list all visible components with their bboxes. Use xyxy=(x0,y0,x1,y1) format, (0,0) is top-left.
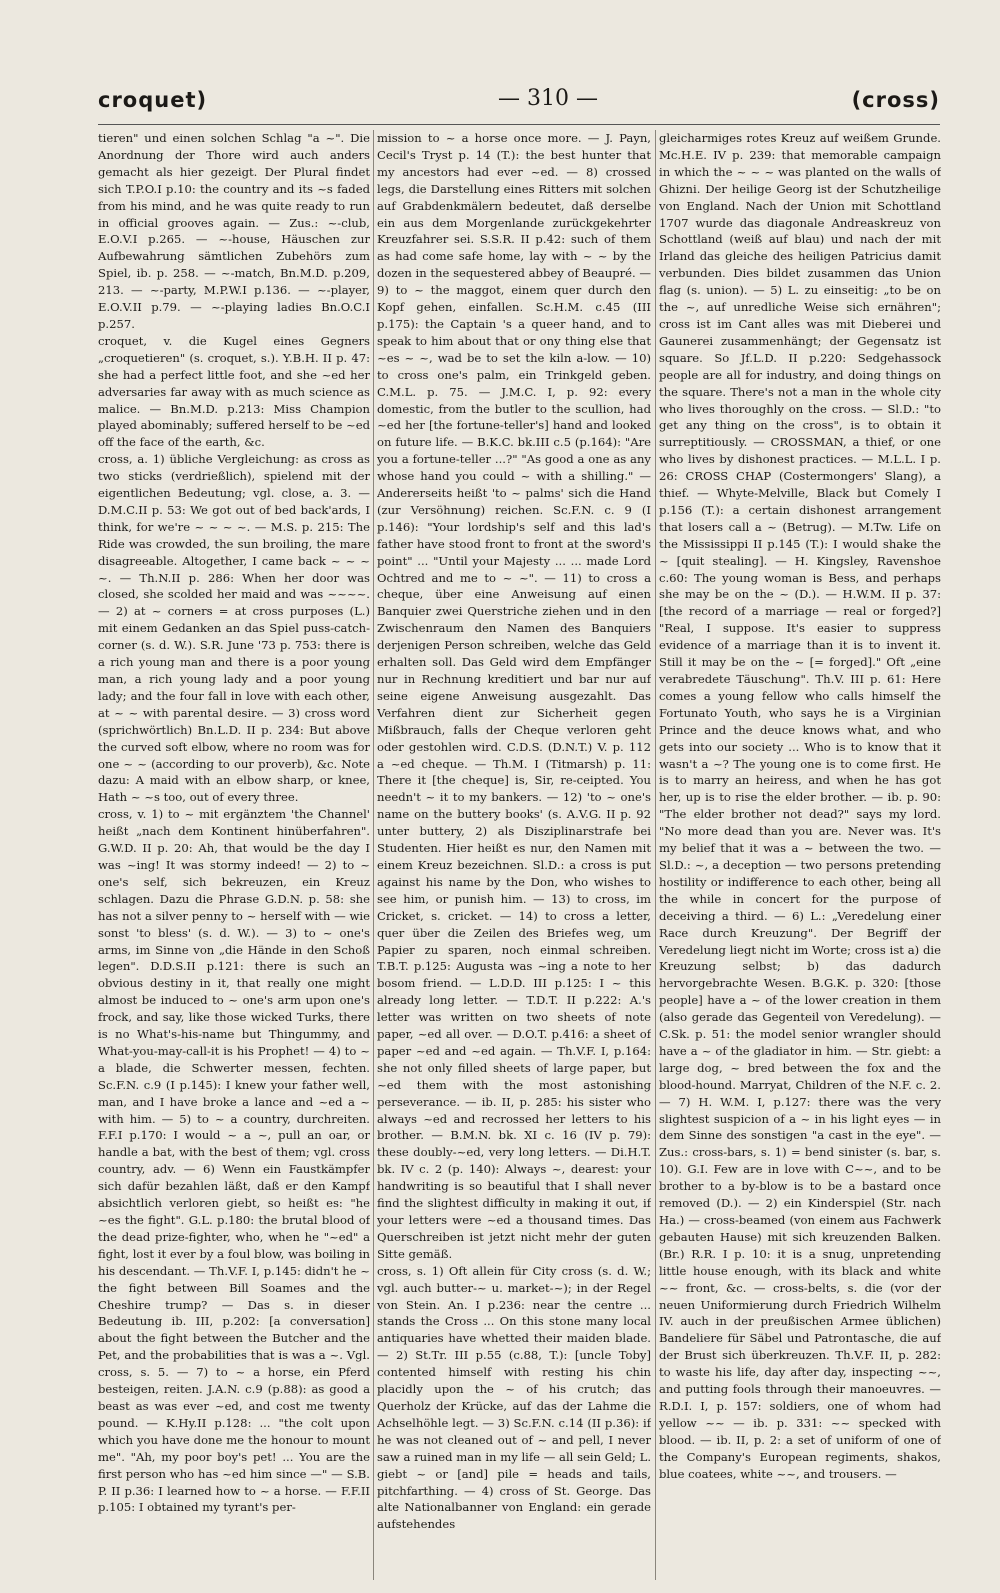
entry-paragraph: tieren" und einen solchen Schlag "a ~". Die Anordnung der Thore wird auch anders gemacht als hier gezeigt. Der Plural findet sich T.P.O.I p.10: the country and its ~s faded from his mind, and he was quite ready to run in official grooves again. — Zus.: ~-club, E.O.V.I p.265. — ~-house, Häuschen zur Aufbewahrung sämtlichen Zubehörs zum Spiel, ib. p. 258. — ~-match, Bn.M.D. p.209, 213. — ~-party, M.P.W.I p.136. — ~-player, E.O.V.II p.79. — ~-playing ladies Bn.O.C.I p.257. xyxy=(98,131,370,331)
running-head-left: croquet) xyxy=(98,88,208,112)
entry-paragraph: croquet, v. die Kugel eines Gegners „croquetieren" (s. croquet, s.). Y.B.H. II p. 47: she had a perfect little foot, and she ~ed her adversaries far away with as much science as malice. — Bn.M.D. p.213: Miss Champion played abominably; suffered herself to be ~ed off the face of the earth, &c. xyxy=(98,333,370,450)
entry-paragraph: cross, s. 1) Oft allein für City cross (s. d. W.; vgl. auch butter-~ u. market-~); in der Regel von Stein. An. I p.236: near the centre ... stands the Cross ... On this stone many local antiquaries have whetted their maiden blade. — 2) St.Tr. III p.55 (c.88, T.): [uncle Toby] contented himself with resting his chin placidly upon the ~ of his crutch; das Querholz der Krücke, auf das der Lahme die Achselhöhle legt. — 3) Sc.F.N. c.14 (II p.36): if he was not cleaned out of ~ and pell, I never saw a ruined man in my life — all sein Geld; L. giebt ~ or [and] pile = heads and tails, pitchfarthing. — 4) cross of St. George. Das alte Nationalbanner von England: ein gerade aufstehendes xyxy=(377,1263,651,1532)
entry-paragraph: cross, a. 1) übliche Vergleichung: as cross as two sticks (verdrießlich), spielend mit der eigentlichen Bedeutung; vgl. close, a. 3. — D.M.C.II p. 53: We got out of bed back'ards, I think, for we're ~ ~ ~ ~. — M.S. p. 215: The Ride was crowded, the sun broiling, the mare disagreeable. Altogether, I came back ~ ~ ~ ~. — Th.N.II p. 286: When her door was closed, she scolded her maid and was ~~~~. — 2) at ~ corners = at cross purposes (L.) mit einem Gedanken an das Spiel puss-catch-corner (s. d. W.). S.R. June '73 p. 753: there is a rich young man and there is a poor young man, a rich young lady and a poor young lady; and the four fall in love with each other, at ~ ~ with parental desire. — 3) cross word (sprichwörtlich) Bn.L.D. II p. 234: But above the curved soft elbow, where no room was for one ~ ~ (according to our proverb), &c. Note dazu: A maid with an elbow sharp, or knee, Hath ~ ~s too, out of every three. xyxy=(98,452,370,805)
running-head-right: (cross) xyxy=(851,88,940,112)
header-rule xyxy=(98,124,940,125)
column-2 xyxy=(377,130,651,1580)
column-divider xyxy=(373,130,374,1580)
page-number: — 310 — xyxy=(498,86,598,111)
column-3 xyxy=(659,130,941,1580)
entry-paragraph: mission to ~ a horse once more. — J. Payn, Cecil's Tryst p. 14 (T.): the best hunter that my ancestors had ever ~ed. — 8) crossed legs, die Darstellung eines Ritters mit solchen auf Grabdenkmälern bedeutet, daß derselbe ein aus dem Morgenlande zurückgekehrter Kreuzfahrer sei. S.S.R. II p.42: such of them as had come safe home, lay with ~ ~ by the dozen in the sequestered abbey of Beaupré. — 9) to ~ the maggot, einem quer durch den Kopf gehen, einfallen. Sc.H.M. c.45 (III p.175): the Captain 's a queer hand, and to speak to him about that or ony thing else that ~es ~ ~, wad be to set the kiln a-low. — 10) to cross one's palm, ein Trinkgeld geben. C.M.L. p. 75. — J.M.C. I, p. 92: every domestic, from the butler to the scullion, had ~ed her [the fortune-teller's] hand and looked on future life. — B.K.C. bk.III c.5 (p.164): "Are you a fortune-teller ...?" "As good a one as any whose hand you could ~ with a shilling." — Andererseits heißt 'to ~ palms' sich die Hand (zur Versöhnung) reichen. Sc.F.N. c. 9 (I p.146): "Your lordship's self and this lad's father have stood front to front at the sword's point" ... "Until your Majesty ... ... made Lord Ochtred and me to ~ ~". — 11) to cross a cheque, über eine Anweisung auf einen Banquier zwei Querstriche ziehen und in den Zwischenraum den Namen des Banquiers derjenigen Person schreiben, welche das Geld erhalten soll. Das Geld wird dem Empfänger nur in Rechnung kreditiert und bar nur auf seine eigene Anweisung ausgezahlt. Das Verfahren dient zur Sicherheit gegen Mißbrauch, falls der Cheque verloren geht oder gestohlen wird. C.D.S. (D.N.T.) V. p. 112 a ~ed cheque. — Th.M. I (Titmarsh) p. 11: There it [the cheque] is, Sir, re-ceipted. You needn't ~ it to my bankers. — 12) 'to ~ one's name on the buttery books' (s. A.V.G. II p. 92 unter buttery, 2) als Disziplinarstrafe bei Studenten. Hier heißt es nur, den Namen mit einem Kreuz bezeichnen. Sl.D.: a cross is put against his name by the Don, who wishes to see him, or punish him. — 13) to cross, im Cricket, s. cricket. — 14) to cross a letter, quer über die Zeilen des Briefes weg, um Papier zu sparen, noch einmal schreiben. T.B.T. p.125: Augusta was ~ing a note to her bosom friend. — L.D.D. III p.125: I ~ this already long letter. — T.D.T. II p.222: A.'s letter was written on two sheets of note paper, ~ed all over. — D.O.T. p.416: a sheet of paper ~ed and ~ed again. — Th.V.F. I, p.164: she not only filled sheets of large paper, but ~ed them with the most astonishing perseverance. — ib. II, p. 285: his sister who always ~ed and recrossed her letters to his brother. — B.M.N. bk. XI c. 16 (IV p. 79): these doubly-~ed, very long letters. — Di.H.T. bk. IV c. 2 (p. 140): Always ~, dearest: your handwriting is so beautiful that I shall never find the slightest difficulty in making it out, if your letters were ~ed a thousand times. Das Querschreiben ist jetzt nicht mehr der guten Sitte gemäß. xyxy=(377,131,651,1261)
entry-paragraph: cross, v. 1) to ~ mit ergänztem 'the Channel' heißt „nach dem Kontinent hinüberfahren". G.W.D. II p. 20: Ah, that would be the day I was ~ing! It was stormy indeed! — 2) to ~ one's self, sich bekreuzen, ein Kreuz schlagen. Dazu die Phrase G.D.N. p. 58: she has not a silver penny to ~ herself with — wie sonst 'to bless' (s. d. W.). — 3) to ~ one's arms, im Sinne von „die Hände in den Schoß legen". D.D.S.II p.121: there is such an obvious destiny in it, that really one might almost be induced to ~ one's arm upon one's frock, and say, like those wicked Turks, there is no What's-his-name but Thingummy, and What-you-may-call-it is his Prophet! — 4) to ~ a blade, die Schwerter messen, fechten. Sc.F.N. c.9 (I p.145): I knew your father well, man, and I have broke a lance and ~ed a ~ with him. — 5) to ~ a country, durchreiten. F.F.I p.170: I would ~ a ~, pull an oar, or handle a bat, with the best of them; vgl. cross country, adv. — 6) Wenn ein Faustkämpfer sich dafür bezahlen läßt, daß er den Kampf absichtlich verloren giebt, so heißt es: "he ~es the fight". G.L. p.180: the brutal blood of the dead prize-fighter, who, when he "~ed" a fight, lost it ever by a foul blow, was boiling in his descendant. — Th.V.F. I, p.145: didn't he ~ the fight between Bill Soames and the Cheshire trump? — Das s. in dieser Bedeutung ib. III, p.202: [a conversation] about the fight between the Butcher and the Pet, and the probabilities that is was a ~. Vgl. cross, s. 5. — 7) to ~ a horse, ein Pferd besteigen, reiten. J.A.N. c.9 (p.88): as good a beast as was ever ~ed, and cost me twenty pound. — K.Hy.II p.128: ... "the colt upon which you have done me the honour to mount me". "Ah, my poor boy's pet! ... You are the first person who has ~ed him since —" — S.B. P. II p.36: I learned how to ~ a horse. — F.F.II p.105: I obtained my tyrant's per- xyxy=(98,807,370,1515)
page-header xyxy=(98,88,940,118)
entry-paragraph: gleicharmiges rotes Kreuz auf weißem Grunde. Mc.H.E. IV p. 239: that memorable campaign in which the ~ ~ ~ was planted on the walls of Ghizni. Der heilige Georg ist der Schutzheilige von England. Nach der Union mit Schottland 1707 wurde das diagonale Andreaskreuz von Schottland (weiß auf blau) und nach der mit Irland das gleiche des heiligen Patricius damit verbunden. Dies bildet zusammen das Union flag (s. union). — 5) L. zu einseitig: „to be on the ~, auf unredliche Weise sich ernähren"; cross ist im Cant alles was mit Dieberei und Gaunerei zusammenhängt; der Gegensatz ist square. So Jf.L.D. II p.220: Sedgehassock people are all for industry, and doing things on the square. There's not a man in the whole city who lives thoroughly on the cross. — Sl.D.: "to get any thing on the cross", is to obtain it surreptitiously. — CROSSMAN, a thief, or one who lives by dishonest practices. — M.L.L. I p. 26: CROSS CHAP (Costermongers' Slang), a thief. — Whyte-Melville, Black but Comely I p.156 (T.): a certain dishonest arrangement that losers call a ~ (Betrug). — M.Tw. Life on the Mississippi II p.145 (T.): I would shake the ~ [quit stealing]. — H. Kingsley, Ravenshoe c.60: The young woman is Bess, and perhaps she may be on the ~ (D.). — H.W.M. II p. 37: [the record of a marriage — real or forged?] "Real, I suppose. It's easier to suppress evidence of a marriage than it is to invent it. Still it may be on the ~ [= forged]." Oft „eine verabredete Täuschung". Th.V. III p. 61: Here comes a young fellow who calls himself the Fortunato Youth, who says he is a Virginian Prince and the deuce knows what, and who gets into our society ... Who is to know that it wasn't a ~? The young one is to come first. He is to marry an heiress, and when he has got her, up is to rise the elder brother. — ib. p. 90: "The elder brother not dead?" says my lord. "No more dead than you are. Never was. It's my belief that it was a ~ between the two. — Sl.D.: ~, a deception — two persons pretending hostility or indifference to each other, being all the while in concert for the purpose of deceiving a third. — 6) L.: „Veredelung einer Race durch Kreuzung". Der Begriff der Veredelung liegt nicht im Worte; cross ist a) die Kreuzung selbst; b) das dadurch hervorgebrachte Wesen. B.G.K. p. 320: [those people] have a ~ of the lower creation in them (also gerade das Gegenteil von Veredelung). — C.Sk. p. 51: the model senior wrangler should have a ~ of the gladiator in him. — Str. giebt: a large dog, ~ bred between the fox and the blood-hound. Marryat, Children of the N.F. c. 2. — 7) H. W.M. I, p.127: there was the very slightest suspicion of a ~ in his light eyes — in dem Sinne des sonstigen "a cast in the eye". — Zus.: cross-bars, s. 1) = bend sinister (s. bar, s. 10). G.I. Few are in love with C~~, and to be brother to a by-blow is to be a bastard once removed (D.). — 2) ein Kinderspiel (Str. nach Ha.) — cross-beamed (von einem aus Fachwerk gebauten Hause) mit sich kreuzenden Balken. (Br.) R.R. I p. 10: it is a snug, unpretending little house enough, with its black and white ~~ front, &c. — cross-belts, s. die (vor der neuen Uniformierung durch Friedrich Wilhelm IV. auch in der preußischen Armee üblichen) Bandeliere für Säbel und Patrontasche, die auf der Brust sich überkreuzen. Th.V.F. II, p. 282: to waste his life, day after day, inspecting ~~, and putting fools through their manoeuvres. — R.D.I. I, p. 157: soldiers, one of whom had yellow ~~ — ib. p. 331: ~~ specked with blood. — ib. II, p. 2: a set of uniform of one of the Company's European regiments, shakos, blue coatees, white ~~, and trousers. — xyxy=(659,131,941,1481)
column-divider xyxy=(655,130,656,1580)
column-1 xyxy=(98,130,370,1580)
